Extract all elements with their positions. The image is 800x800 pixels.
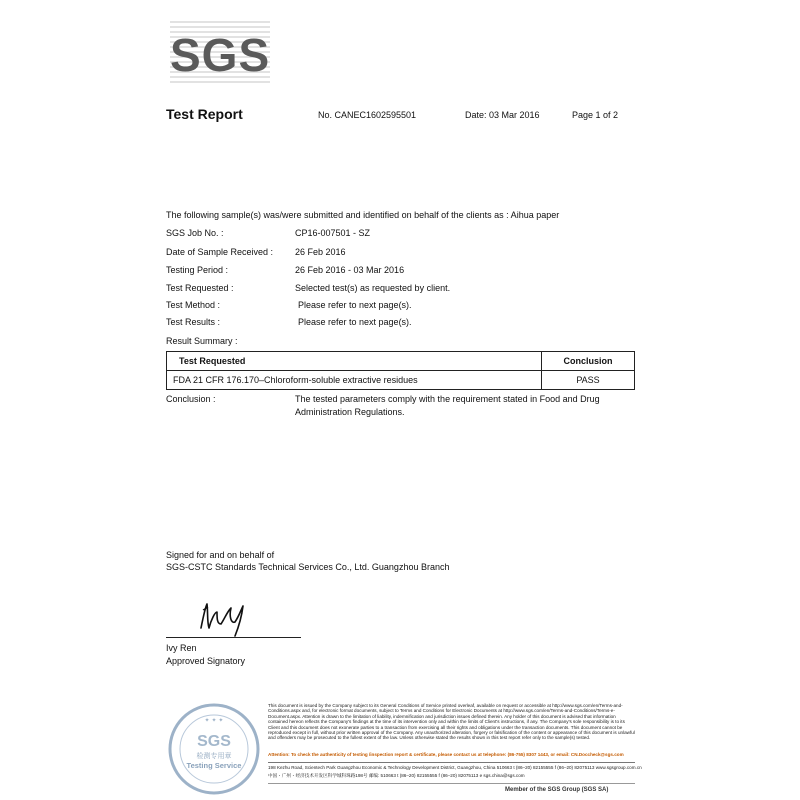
field-value: Selected test(s) as requested by client. <box>295 283 451 293</box>
legal-notice: This document is issued by the Company subject to its General Conditions of Service printed overleaf, available on request or accessible at http://www.sgs.com/en/Terms-and-Conditions.aspx and, for electronic format documents, subject to Terms and Conditions for Electronic Documents at http://www.sgs.com/en/Terms-and-Conditions/Terms-e-Document.aspx. Attention is drawn to the limitation of liability, indemnification and jurisdiction issues defined therein. Any holder of this document is advised that information contained hereon reflects the Company's findings at the time of its intervention only and within the limits of Client's instructions, if any. The Company's sole responsibility is to its Client and this document does not exonerate parties to a transaction from exercising all their rights and obligations under the transaction documents. This document cannot be reproduced except in full, without prior written approval of the Company. Any unauthorized alteration, forgery or falsification of the content or appearance of this document is unlawful and offenders may be prosecuted to the fullest extent of the law. Unless otherwise stated the results shown in this test report refer only to the sample(s) tested. <box>268 703 635 741</box>
signatory-name: Ivy Ren <box>166 643 197 653</box>
address-chinese: 中国・广州・经济技术开发区科学城科珠路198号 邮编: 510663 t (86–20) 82155555 f (86–20) 82075113 e sgs.china@sgs.com <box>268 773 525 778</box>
table-row <box>167 371 635 390</box>
table-header-row <box>167 352 635 371</box>
member-of-sgs-group: Member of the SGS Group (SGS SA) <box>505 787 609 793</box>
conclusion-line-1: The tested parameters comply with the requirement stated in Food and Drug <box>295 394 600 404</box>
address-english: 198 Kezhu Road, Scientech Park Guangzhou Economic & Technology Development District, Guangzhou, China 510663 t (86–20) 82155555 f (86–20) 82075113 www.sgsgroup.com.cn <box>268 765 642 770</box>
field-label: SGS Job No. : <box>166 228 224 238</box>
result-summary-table <box>166 351 635 390</box>
conclusion-cell: PASS <box>542 371 635 390</box>
svg-text:✦ ✦ ✦: ✦ ✦ ✦ <box>204 717 224 724</box>
intro-text: The following sample(s) was/were submitted and identified on behalf of the clients as : Aihua paper <box>166 210 560 220</box>
field-label: Testing Period : <box>166 265 229 275</box>
handwritten-signature <box>195 598 255 638</box>
conclusion-label: Conclusion : <box>166 394 216 404</box>
member-divider <box>268 783 635 784</box>
field-label: Test Results : <box>166 317 221 327</box>
field-label: Test Method : <box>166 300 221 310</box>
page-indicator: Page 1 of 2 <box>572 110 619 120</box>
report-number: No. CANEC1602595501 <box>318 110 417 120</box>
field-value: 26 Feb 2016 <box>295 247 346 257</box>
field-label: Date of Sample Received : <box>166 247 274 257</box>
signature-line <box>166 637 301 638</box>
field-value: Please refer to next page(s). <box>298 300 412 310</box>
footer-divider <box>268 762 635 763</box>
report-date: Date: 03 Mar 2016 <box>465 110 540 120</box>
stamp-cn-text: 检测专用章 <box>196 753 232 760</box>
result-summary-label: Result Summary : <box>166 336 238 346</box>
column-header: Test Requested <box>167 352 542 371</box>
field-value: CP16-007501 - SZ <box>295 228 371 238</box>
signed-on-behalf-line: Signed for and on behalf of <box>166 550 275 560</box>
stamp-sgs-text: SGS <box>197 733 231 750</box>
testing-service-stamp-icon <box>165 700 263 798</box>
field-label: Test Requested : <box>166 283 234 293</box>
conclusion-line-2: Administration Regulations. <box>295 407 405 417</box>
field-value: 26 Feb 2016 - 03 Mar 2016 <box>295 265 405 275</box>
stamp-sub-text: Testing Service <box>186 761 242 770</box>
signatory-title: Approved Signatory <box>166 656 246 666</box>
sgs-logo-text: SGS <box>170 29 271 81</box>
company-name: SGS-CSTC Standards Technical Services Co., Ltd. Guangzhou Branch <box>166 562 450 572</box>
field-value: Please refer to next page(s). <box>298 317 412 327</box>
table-cell: FDA 21 CFR 176.170–Chloroform-soluble extractive residues <box>167 371 542 390</box>
column-header: Conclusion <box>542 352 635 371</box>
authenticity-notice: Attention: To check the authenticity of testing /inspection report & certificate, please contact us at telephone: (86-755) 8307 1443, or email: CN.Doccheck@sgs.com <box>268 752 624 757</box>
report-title: Test Report <box>166 106 243 122</box>
